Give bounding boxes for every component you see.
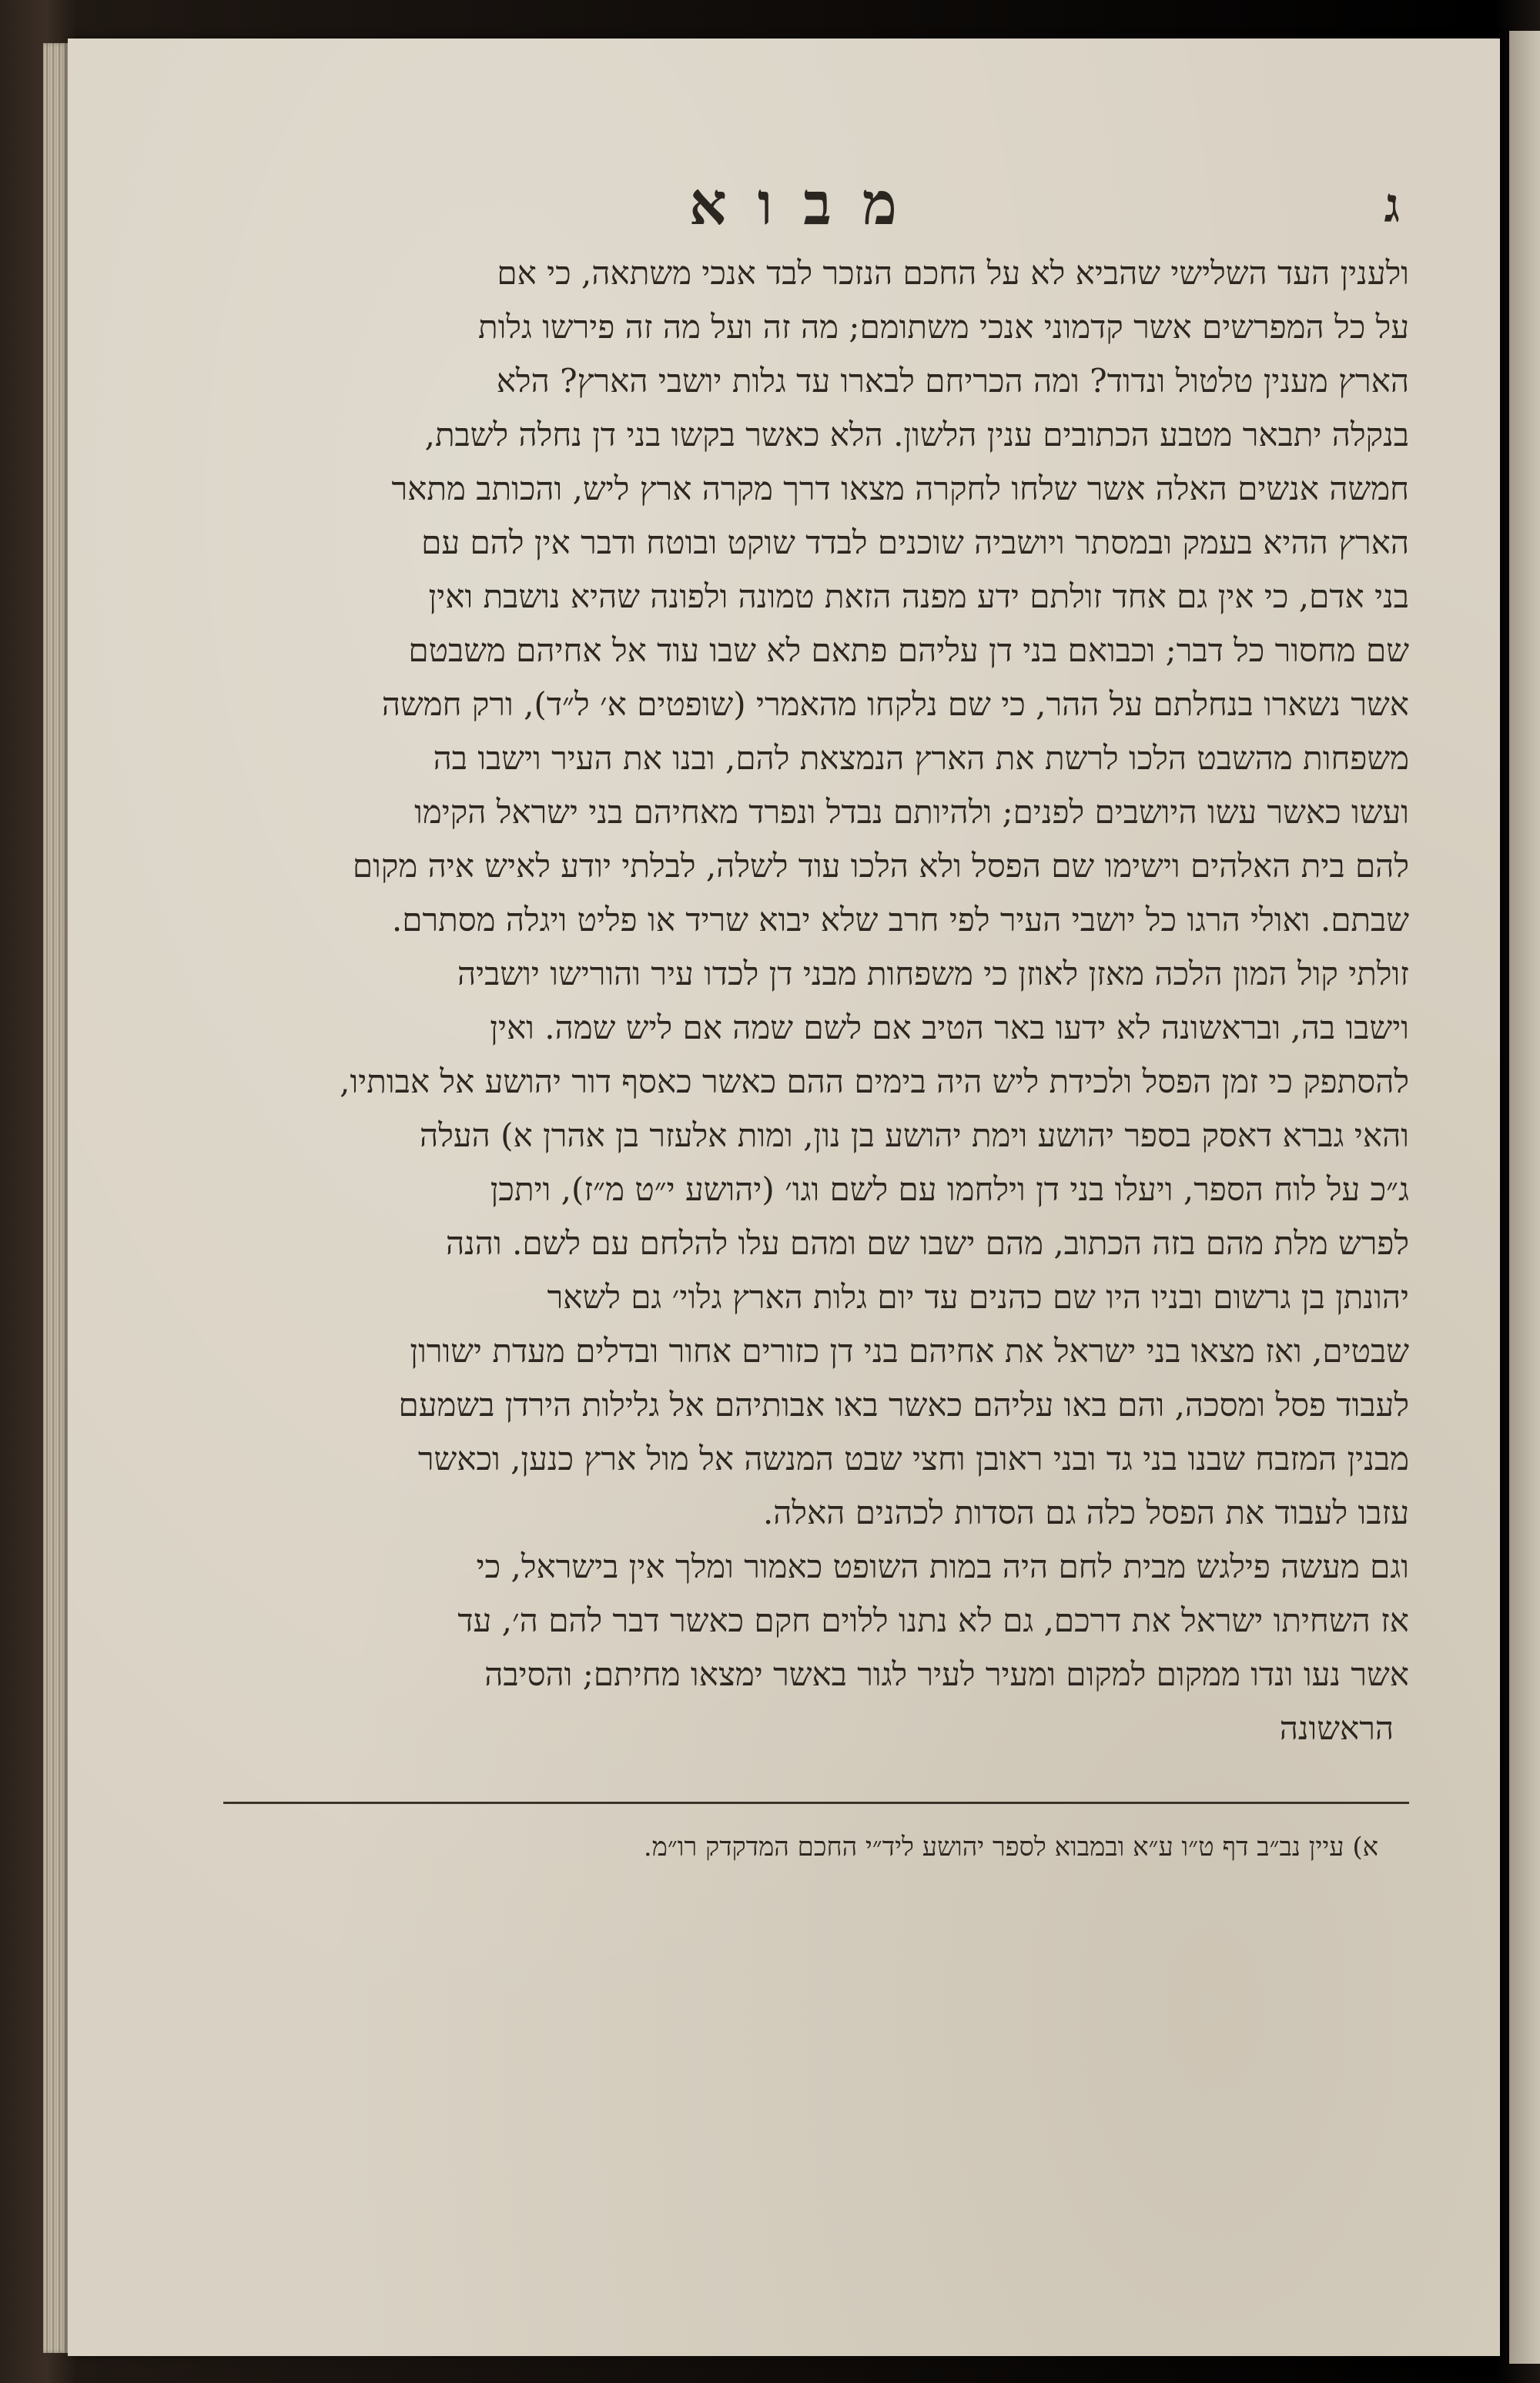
text-line: שבטים, ואז מצאו בני ישראל את אחיהם בני דן כזורים אחור ובדלים מעדת ישורון bbox=[410, 1332, 1409, 1370]
text-line: הארץ ההיא בעמק ובמסתר ויושביה שוכנים לבדד שוקט ובוטח ודבר אין להם עם bbox=[421, 524, 1409, 561]
text-line: ולענין העד השלישי שהביא לא על החכם הנזכר לבד אנכי משתאה, כי אם bbox=[497, 254, 1409, 292]
text-line: אשר נשארו בנחלתם על ההר, כי שם נלקחו מהאמרי (שופטים א׳ ל״ד), ורק חמשה bbox=[381, 685, 1409, 723]
text-line: שם מחסור כל דבר; וכבואם בני דן עליהם פתאם לא שבו עוד אל אחיהם משבטם bbox=[408, 631, 1409, 669]
page-number: ג bbox=[1384, 177, 1400, 233]
text-line: לעבוד פסל ומסכה, והם באו עליהם כאשר באו אבותיהם אל גלילות הירדן בשמעם bbox=[398, 1386, 1409, 1424]
page-header bbox=[208, 154, 1409, 246]
text-line: משפחות מהשבט הלכו לרשת את הארץ הנמצאת להם, ובנו את העיר וישבו בה bbox=[433, 739, 1409, 777]
page-edges bbox=[43, 43, 68, 2353]
text-line: ג״כ על לוח הספר, ויעלו בני דן וילחמו עם לשם וגו׳ (יהושע י״ט מ״ז), ויתכן bbox=[490, 1170, 1409, 1208]
text-line: ועשו כאשר עשו היושבים לפנים; ולהיותם נבדל ונפרד מאחיהם בני ישראל הקימו bbox=[414, 793, 1409, 831]
text-line: הארץ מענין טלטול ונדוד? ומה הכריחם לבארו עד גלות יושבי הארץ? הלא bbox=[496, 362, 1409, 400]
text-line: להסתפק כי זמן הפסל ולכידת ליש היה בימים ההם כאשר כאסף דור יהושע אל אבותיו, bbox=[340, 1063, 1409, 1100]
text-line: יהונתן בן גרשום ובניו היו שם כהנים עד יום גלות הארץ גלוי׳ גם לשאר bbox=[547, 1278, 1409, 1316]
text-line: בני אדם, כי אין גם אחד זולתם ידע מפנה הזאת טמונה ולפונה שהיא נושבת ואין bbox=[428, 577, 1409, 615]
text-line: וישבו בה, ובראשונה לא ידעו באר הטיב אם לשם שמה אם ליש שמה. ואין bbox=[490, 1009, 1409, 1046]
body-text bbox=[208, 246, 1409, 1755]
facing-page-edge bbox=[1509, 31, 1540, 2364]
text-line: מבנין המזבח שבנו בני גד ובני ראובן וחצי שבט המנשה אל מול ארץ כנען, וכאשר bbox=[417, 1440, 1409, 1478]
text-line: זולתי קול המון הלכה מאזן לאוזן כי משפחות מבני דן לכדו עיר והורישו יושביה bbox=[457, 955, 1409, 992]
page-content bbox=[208, 154, 1409, 1867]
text-line: להם בית האלהים וישימו שם הפסל ולא הלכו עוד לשלה, לבלתי יודע לאיש איה מקום bbox=[352, 847, 1409, 885]
text-line: חמשה אנשים האלה אשר שלחו לחקרה מצאו דרך מקרה ארץ ליש, והכותב מתאר bbox=[391, 470, 1409, 507]
footnote-rule bbox=[223, 1802, 1409, 1804]
text-line: לפרש מלת מהם בזה הכתוב, מהם ישבו שם ומהם עלו להלחם עם לשם. והנה bbox=[445, 1224, 1409, 1262]
text-line: עזבו לעבוד את הפסל כלה גם הסדות לכהנים האלה. bbox=[762, 1494, 1409, 1531]
text-line: שבתם. ואולי הרגו כל יושבי העיר לפי חרב שלא יבוא שריד או פליט ויגלה מסתרם. bbox=[391, 901, 1409, 939]
text-line: על כל המפרשים אשר קדמוני אנכי משתומם; מה זה ועל מה זה פירשו גלות bbox=[477, 308, 1409, 346]
footnote: א) עיין נב״ב דף ט״ו ע״א ובמבוא לספר יהושע ליד״י החכם המדקדק רו״מ. bbox=[643, 1832, 1378, 1863]
text-line: אז השחיתו ישראל את דרכם, גם לא נתנו ללוים חקם כאשר דבר להם ה׳, עד bbox=[457, 1601, 1409, 1639]
text-line: בנקלה יתבאר מטבע הכתובים ענין הלשון. הלא כאשר בקשו בני דן נחלה לשבת, bbox=[424, 416, 1409, 454]
text-line: והאי גברא דאסק בספר יהושע וימת יהושע בן נון, ומות אלעזר בן אהרן א) העלה bbox=[420, 1116, 1409, 1154]
catchword: הראשונה bbox=[1279, 1709, 1394, 1747]
running-title: מבוא bbox=[689, 169, 928, 238]
text-line: אשר נעו ונדו ממקום למקום ומעיר לעיר לגור באשר ימצאו מחיתם; והסיבה bbox=[484, 1655, 1409, 1693]
text-line: וגם מעשה פילגש מבית לחם היה במות השופט כאמור ומלך אין בישראל, כי bbox=[476, 1548, 1409, 1585]
